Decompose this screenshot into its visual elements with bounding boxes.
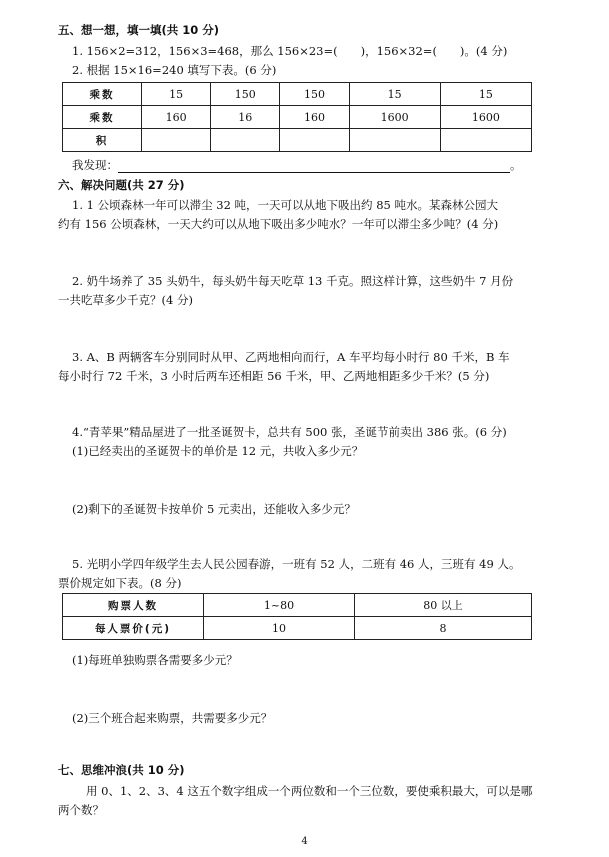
finding-line — [72, 157, 522, 173]
s5-q1: 1. 156×2=312，156×3=468，那么 156×23=( )，156×32=( )。(4 分) — [72, 44, 508, 58]
ticket-price-table — [62, 593, 532, 640]
p4-line1: 4.“青苹果”精品屋进了一批圣诞贺卡，总共有 500 张，圣诞节前卖出 386 张。(6 分) — [72, 425, 507, 439]
row-label: 积 — [63, 129, 142, 152]
s5-q2: 2. 根据 15×16=240 填写下表。(6 分) — [72, 63, 277, 77]
table-cell: 150 — [280, 83, 349, 106]
answer-cell[interactable] — [211, 129, 280, 152]
multiplication-table — [62, 82, 532, 152]
p1-line2: 约有 156 公顷森林，一天大约可以从地下吸出多少吨水？一年可以滞尘多少吨？(4 分) — [58, 217, 499, 231]
p3-line1: 3. A、B 两辆客车分别同时从甲、乙两地相向而行，A 车平均每小时行 80 千米，B 车 — [72, 350, 510, 364]
p5-sub1: (1)每班单独购票各需要多少元？ — [72, 653, 238, 667]
table-cell: 15 — [349, 83, 440, 106]
finding-end: 。 — [510, 158, 522, 172]
p5-line2: 票价规定如下表。(8 分) — [58, 576, 182, 590]
table-row — [63, 106, 532, 129]
table-cell: 160 — [142, 106, 211, 129]
price-header-count: 购票人数 — [63, 594, 204, 617]
table-row — [63, 617, 532, 640]
price-cell: 10 — [204, 617, 355, 640]
answer-cell[interactable] — [440, 129, 531, 152]
answer-cell[interactable] — [142, 129, 211, 152]
s7-line2: 两个数？ — [58, 803, 104, 817]
p2-line1: 2. 奶牛场养了 35 头奶牛，每头奶牛每天吃草 13 千克。照这样计算，这些奶牛 7 月份 — [72, 274, 514, 288]
table-cell: 16 — [211, 106, 280, 129]
row-label: 乘数 — [63, 106, 142, 129]
p4-sub2: (2)剩下的圣诞贺卡按单价 5 元卖出，还能收入多少元？ — [72, 502, 356, 516]
p5-line1: 5. 光明小学四年级学生去人民公园春游，一班有 52 人，二班有 46 人，三班有 49 人。 — [72, 557, 521, 571]
section7-title: 七、思维冲浪(共 10 分) — [58, 763, 185, 777]
s7-line1: 用 0、1、2、3、4 这五个数字组成一个两位数和一个三位数，要使乘积最大，可以是哪 — [86, 784, 533, 798]
section6-title: 六、解决问题(共 27 分) — [58, 178, 185, 192]
answer-cell[interactable] — [349, 129, 440, 152]
answer-cell[interactable] — [280, 129, 349, 152]
table-cell: 15 — [440, 83, 531, 106]
price-row-label: 每人票价(元) — [63, 617, 204, 640]
p2-line2: 一共吃草多少千克？(4 分) — [58, 293, 193, 307]
table-row — [63, 129, 532, 152]
page-number: 4 — [301, 836, 308, 847]
section5-title: 五、想一想，填一填(共 10 分) — [58, 23, 220, 37]
price-cell: 8 — [355, 617, 532, 640]
finding-label: 我发现： — [72, 158, 118, 172]
table-cell: 1600 — [349, 106, 440, 129]
table-cell: 150 — [211, 83, 280, 106]
table-row — [63, 83, 532, 106]
row-label: 乘数 — [63, 83, 142, 106]
finding-blank[interactable] — [118, 172, 510, 173]
table-cell: 1600 — [440, 106, 531, 129]
p1-line1: 1. 1 公顷森林一年可以滞尘 32 吨，一天可以从地下吸出约 85 吨水。某森林公园大 — [72, 198, 498, 212]
p3-line2: 每小时行 72 千米，3 小时后两车还相距 56 千米，甲、乙两地相距多少千米？(5 分) — [58, 369, 490, 383]
price-header-range1: 1~80 — [204, 594, 355, 617]
price-header-range2: 80 以上 — [355, 594, 532, 617]
table-cell: 160 — [280, 106, 349, 129]
table-cell: 15 — [142, 83, 211, 106]
p4-sub1: (1)已经卖出的圣诞贺卡的单价是 12 元，共收入多少元？ — [72, 444, 364, 458]
p5-sub2: (2)三个班合起来购票，共需要多少元？ — [72, 711, 273, 725]
table-row — [63, 594, 532, 617]
